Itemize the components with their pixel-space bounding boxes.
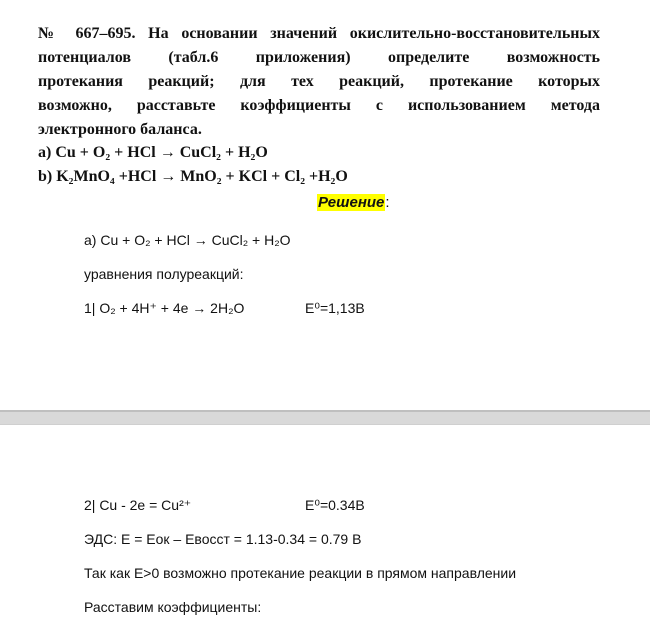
task-line-1: № 667–695. На основании значений окислительно-восстановительных xyxy=(38,25,600,42)
solution-heading xyxy=(317,194,390,211)
solution-reaction-a: a) Cu + O₂ + HCl → CuCl₂ + H₂O xyxy=(84,232,291,248)
task-statement xyxy=(38,22,600,142)
solution-heading-highlight: Решение xyxy=(318,194,385,211)
task-line-3: протекания реакций; для тех реакций, протекание которых xyxy=(38,73,600,90)
solution-heading-colon: : xyxy=(385,194,390,211)
half-reaction-1-potential: E⁰=1,13В xyxy=(305,300,365,316)
conclusion-text: Так как E>0 возможно протекание реакции в прямом направлении xyxy=(84,565,517,581)
task-line-2: потенциалов (табл.6 приложения) определите возможность xyxy=(38,49,600,66)
document-page-2 xyxy=(0,425,650,628)
page-separator xyxy=(0,410,650,425)
task-line-5: электронного баланса. xyxy=(38,121,202,138)
half-reaction-2-potential: E⁰=0.34В xyxy=(305,497,365,513)
task-reaction-a: a) Cu + O₂ + HCl → CuCl₂ + H₂O xyxy=(38,144,268,161)
half-reaction-2: 2| Cu - 2e = Cu²⁺ xyxy=(84,497,192,513)
coefficients-title: Расставим коэффициенты: xyxy=(84,599,262,615)
half-reactions-title: уравнения полуреакций: xyxy=(84,266,244,282)
emf-calculation: ЭДС: E = Eок – Eвосст = 1.13-0.34 = 0.79 В xyxy=(84,531,362,547)
half-reaction-1: 1| O₂ + 4H⁺ + 4e → 2H₂O xyxy=(84,300,245,316)
task-reaction-b: b) K₂MnO₄ +HCl → MnO₂ + KCl + Cl₂ +H₂O xyxy=(38,168,348,185)
task-line-4: возможно, расставьте коэффициенты с использованием метода xyxy=(38,97,600,114)
